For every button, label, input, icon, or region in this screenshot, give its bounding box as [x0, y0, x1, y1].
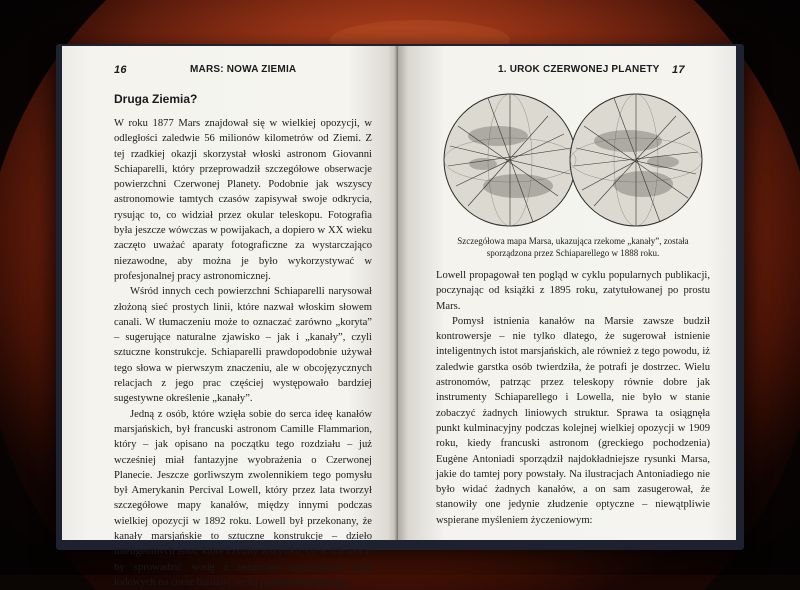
right-page-number: 17	[672, 64, 685, 76]
figure-caption-line-2: sporządzona przez Schiaparellego w 1888 roku.	[486, 247, 660, 258]
left-page	[62, 46, 398, 588]
left-page-number: 16	[114, 64, 127, 76]
right-body-text	[436, 268, 710, 528]
right-paragraph-2: Pomysł istnienia kanałów na Marsie zawsze budził kontrowersje – nie tylko dlatego, że sugerował istnienie inteligentnych istot marsjańskich, ale również z tego powodu, iż zaledwie garstka osób twierdziła, że potrafi je dostrzec. Wielu astronomów, patrząc przez teleskopy równie dobre jak instrumenty Schiaparellego i Lowella, nie było w stanie zobaczyć żadnych liniowych struktur. Sprawa ta osiągnęła punkt kulminacyjny podczas kolejnej wielkiej opozycji w 1909 roku, kiedy francuski astronom (greckiego pochodzenia) Eugène Antoniadi sporządził najdokładniejsze rysunki Marsa, jakie do tamtej pory powstały. Na ilustracjach Antoniadiego nie było widać żadnych kanałów, a on sam zasugerował, że stanowiły one jedynie złudzenie optyczne – niewątpliwie wspierane myśleniem życzeniowym:	[436, 315, 710, 526]
left-paragraph-1: W roku 1877 Mars znajdował się w wielkiej opozycji, w odległości zaledwie 56 milionów kilometrów od Ziemi. Z tej rzadkiej okazji skorzystał włoski astronom Giovanni Schiaparelli, który przeprowadził szczegółowe obserwacje powierzchni Czerwonej Planety. Podobnie jak wszyscy astronomowie tamtych czasów zapisywał swoje odkrycia, rysując to, co widział przez okular teleskopu. Fotografia była jeszcze wówczas w powijakach, a dopiero w XX wieku zaczęto uważać aparaty fotograficzne za wystarczająco niezawodne, aby można je było wykorzystywać w profesjonalnej pracy astronomicznej.	[114, 118, 372, 282]
left-running-head: MARS: NOWA ZIEMIA	[190, 64, 297, 75]
left-paragraph-2: Wśród innych cech powierzchni Schiaparelli narysował złożoną sieć prostych linii, które nazwał włoskim słowem canali. W tłumaczeniu może to oznaczać zarówno „koryta” – sugerujące naturalne zjawisko – jak i „kanały”, czyli sztuczne konstrukcje. Schiaparelli prawdopodobnie używał tego słowa w pierwszym znaczeniu, ale w obcojęzycznych relacjach z jego prac częściej występowało bardziej sugestywne określenie „kanały”.	[114, 286, 372, 405]
figure-caption	[438, 236, 708, 259]
section-title: Druga Ziemia?	[114, 92, 198, 106]
right-page	[398, 46, 736, 540]
left-body-text	[114, 116, 372, 590]
mars-hemisphere-map	[438, 86, 708, 234]
right-running-head: 1. UROK CZERWONEJ PLANETY	[498, 64, 660, 75]
left-paragraph-3: Jedną z osób, które wzięła sobie do serca ideę kanałów marsjańskich, był francuski astronom Camille Flammarion, który – jak opisano na początku tego rozdziału – już wcześniej miał fantazyjne wyobrażenia o Czerwonej Planecie. Jeszcze gorliwszym zwolennikiem tego pomysłu był Amerykanin Percival Lowell, który przez lata tworzył szczegółowe mapy kanałów, między innymi podczas wielkiej opozycji w 1892 roku. Lowell był przekonany, że kanały marsjańskie to sztuczne konstrukcje – dzieło inteligentnych istot, które czyniły wszystko, co w ich mocy, by sprowadzić wodę z sezonowo topniejących czap lodowych na coraz bardziej suchą pustynię marsjańską.	[114, 408, 372, 588]
figure-caption-line-1: Szczegółowa mapa Marsa, ukazująca rzekome „kanały”, została	[457, 236, 689, 246]
right-paragraph-1: Lowell propagował ten pogląd w cyklu popularnych publikacji, poczynając od książki z 1895 roku, zatytułowanej po prostu Mars.	[436, 270, 710, 312]
